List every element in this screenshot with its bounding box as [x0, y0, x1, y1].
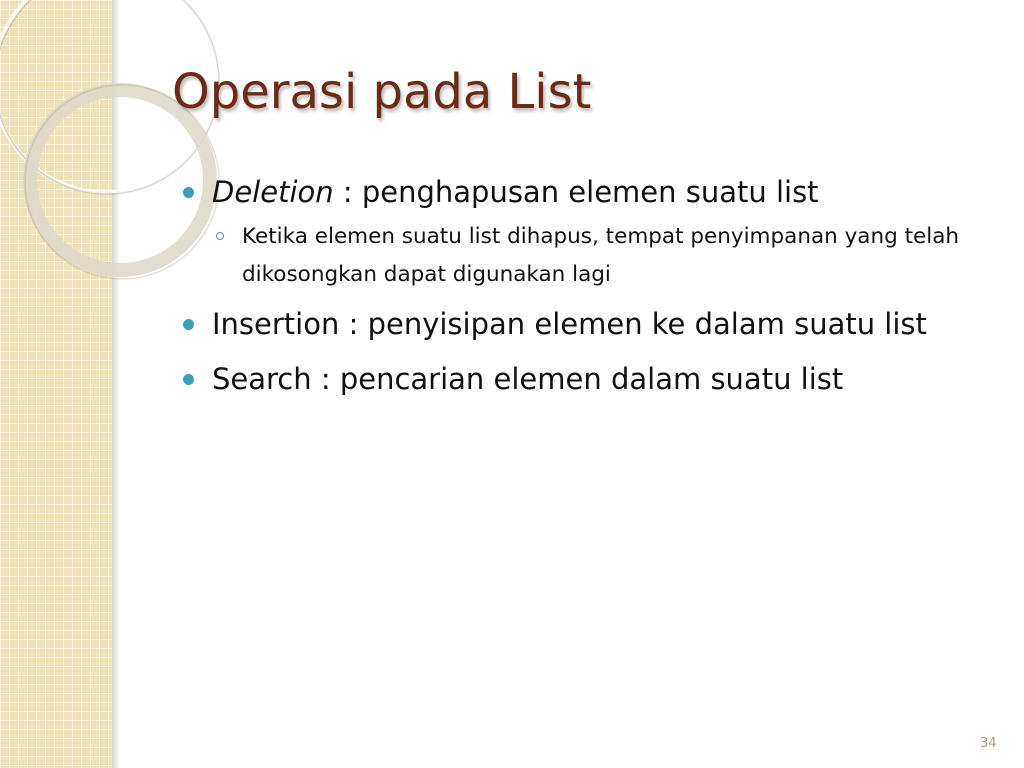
- bullet-dot-icon: [183, 319, 194, 330]
- bullet-text: penghapusan elemen suatu list: [361, 175, 819, 209]
- bullet-dot-icon: [183, 374, 194, 385]
- sub-bullet-ring-icon: [216, 232, 224, 240]
- bullet-item-insertion: [180, 304, 1010, 344]
- page-number: 34: [980, 736, 997, 751]
- bullet-text: Insertion : penyisipan elemen ke dalam suatu list: [212, 307, 927, 341]
- sub-bullet-text: Ketika elemen suatu list dihapus, tempat penyimpanan yang telah dikosongkan dapat digunakan lagi: [242, 224, 960, 287]
- bullet-item-search: [180, 359, 1010, 399]
- sub-bullet-deletion: [212, 218, 1012, 294]
- bullet-text: Search : pencarian elemen dalam suatu list: [212, 362, 844, 396]
- bullet-separator: :: [333, 175, 362, 209]
- bullet-dot-icon: [183, 187, 194, 198]
- bullet-term: Deletion: [212, 175, 334, 209]
- slide-title: Operasi pada List: [172, 64, 592, 120]
- bullet-list: [180, 172, 1010, 399]
- bullet-item-deletion: [180, 172, 1010, 212]
